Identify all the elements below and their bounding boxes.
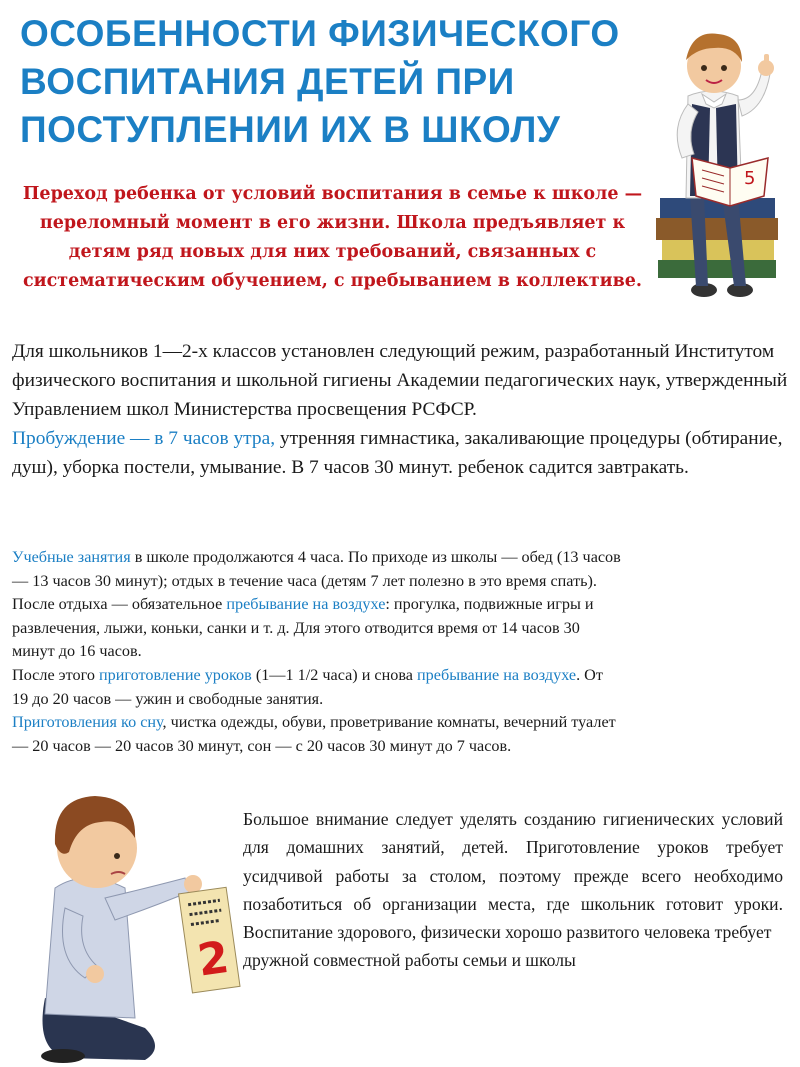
schedule-line-4: развлечения, лыжи, коньки, санки и т. д. Для этого отводится время от 14 часов 30 <box>12 618 580 637</box>
title-line-1: ОСОБЕННОСТИ ФИЗИЧЕСКОГО <box>20 13 620 54</box>
study-text-1: в школе продолжаются 4 часа. По приходе из школы — обед (13 часов <box>130 548 621 566</box>
air-label-2: пребывание на воздухе <box>417 665 577 684</box>
sleep-text-1: , чистка одежды, обуви, проветривание комнаты, вечерний туалет <box>162 713 616 732</box>
intro-paragraph <box>12 337 788 482</box>
kid-with-bad-grade-illustration <box>25 778 250 1063</box>
bottom-paragraph-2: Воспитание здорового, физически хорошо развитого человека требует дружной совместной работы семьи и школы <box>243 922 772 971</box>
schedule-line-2: — 13 часов 30 минут); отдых в течение часа (детям 7 лет полезно в это время спать). <box>12 571 597 590</box>
schedule-line-1 <box>12 546 796 570</box>
bottom-paragraph-1: Большое внимание следует уделять созданию гигиенических условий для домашних занятий, детей. Приготовление уроков требует усидчивой работы за столом, поэтому прежде всего необходимо позаботиться об организации места, где школьник готовит уроки. <box>243 809 783 914</box>
lessons-text: (1—1 1/2 часа) и снова <box>251 665 418 684</box>
schedule-line-3 <box>12 593 796 617</box>
lessons-text-2: . От <box>576 665 603 684</box>
wake-label: Пробуждение — в 7 часов утра, <box>12 428 276 449</box>
air-text-1: : прогулка, подвижные игры и <box>385 595 594 614</box>
after-text: После этого <box>12 665 99 684</box>
schedule-paragraph <box>12 546 796 758</box>
air-label: пребывание на воздухе <box>226 595 386 614</box>
study-label: Учебные занятия <box>12 548 131 566</box>
grade-2-mark: 2 <box>194 931 233 987</box>
schedule-line-6 <box>12 664 796 688</box>
schedule-line-9: — 20 часов — 20 часов 30 минут, сон — с 20 часов 30 минут до 7 часов. <box>12 736 512 755</box>
title-line-2: ВОСПИТАНИЯ ДЕТЕЙ ПРИ <box>20 61 515 102</box>
wake-text: утренняя гимнастика, закаливающие процедуры (обтирание, душ), уборка постели, умывание. В 7 часов 30 минут. ребенок садится завтракать. <box>12 428 783 478</box>
boy-with-book-illustration <box>652 8 784 303</box>
schedule-line-8 <box>12 711 796 735</box>
lead-paragraph: Переход ребенка от условий воспитания в семье к школе — переломный момент в его жизни. Школа предъявляет к детям ряд новых для них требований, связанных с систематическим обучением, с пребыванием в коллективе. <box>22 184 643 291</box>
schedule-line-5: минут до 16 часов. <box>12 642 142 661</box>
title-line-3: ПОСТУПЛЕНИИ ИХ В ШКОЛУ <box>20 109 561 150</box>
lessons-label: приготовление уроков <box>98 665 252 684</box>
sleep-label: Приготовления ко сну <box>12 713 163 732</box>
schedule-line-7: 19 до 20 часов — ужин и свободные занятия. <box>12 689 324 708</box>
rest-text: После отдыха — обязательное <box>12 595 227 614</box>
grade-5-mark: 5 <box>744 168 756 189</box>
bottom-text <box>243 805 783 975</box>
page-title <box>20 10 710 154</box>
intro-text: Для школьников 1—2-х классов установлен следующий режим, разработанный Институтом физического воспитания и школьной гигиены Академии педагогических наук, утвержденный Управлением школ Министерства просвещения РСФСР. <box>12 341 788 420</box>
